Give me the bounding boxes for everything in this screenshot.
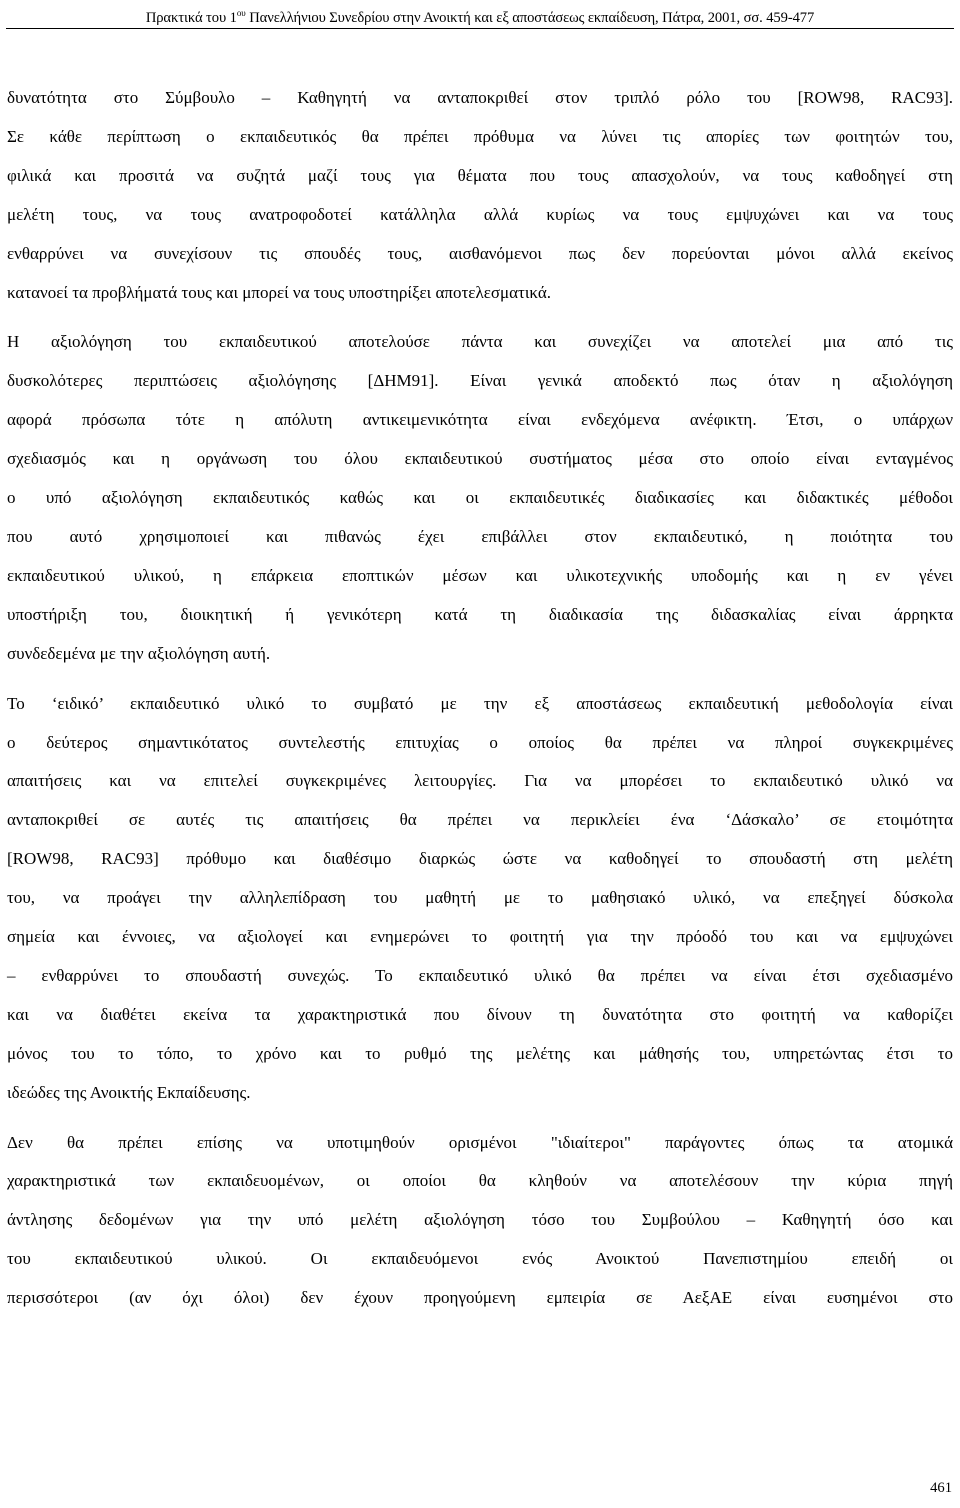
text-line: δυσκολότερες περιπτώσεις αξιολόγησης [ΔΗΜ91]. Είναι γενικά αποδεκτό πως όταν η αξιολόγηση xyxy=(7,371,953,391)
paragraph-4 xyxy=(7,1124,953,1319)
header-text-part2: Πανελλήνιου Συνεδρίου στην Ανοικτή και εξ αποστάσεως εκπαίδευση, Πάτρα, 2001, σσ. 459-477 xyxy=(245,9,815,26)
paragraph-2 xyxy=(7,323,953,673)
text-line: μόνος του το τόπο, το χρόνο και το ρυθμό της μελέτης και μάθησής του, υπηρετώντας έτσι το xyxy=(7,1043,953,1063)
text-line: μελέτη τους, να τους ανατροφοδοτεί κατάλληλα αλλά κυρίως να τους εμψυχώνει και να τους xyxy=(7,204,953,224)
text-line: περισσότεροι (αν όχι όλοι) δεν έχουν προηγούμενη εμπειρία σε ΑεξΑΕ είναι ευσημένοι στο xyxy=(7,1288,953,1308)
text-line: που αυτό χρησιμοποιεί και πιθανώς έχει επιβάλλει στον εκπαιδευτικό, η ποιότητα του xyxy=(7,526,953,546)
text-line: και να διαθέτει εκείνα τα χαρακτηριστικά που δίνουν τη δυνατότητα στο φοιτητή να καθορίζει xyxy=(7,1004,953,1024)
text-line: Δεν θα πρέπει επίσης να υποτιμηθούν ορισμένοι "ιδιαίτεροι" παράγοντες όπως τα ατομικά xyxy=(7,1132,953,1152)
text-line: απαιτήσεις και να επιτελεί συγκεκριμένες λειτουργίες. Για να μπορέσει το εκπαιδευτικό υλικό να xyxy=(7,771,953,791)
text-line: ιδεώδες της Ανοικτής Εκπαίδευσης. xyxy=(7,1082,251,1102)
text-line: χαρακτηριστικά των εκπαιδευομένων, οι οποίοι θα κληθούν να αποτελέσουν την κύρια πηγή xyxy=(7,1171,953,1191)
text-line: Το ‘ειδικό’ εκπαιδευτικό υλικό το συμβατό με την εξ αποστάσεως εκπαιδευτική μεθοδολογία είναι xyxy=(7,693,953,713)
text-line: δυνατότητα στο Σύμβουλο – Καθηγητή να ανταποκριθεί στον τριπλό ρόλο του [ROW98, RAC93]. xyxy=(7,88,953,107)
header-rule xyxy=(6,28,954,29)
text-line: Σε κάθε περίπτωση ο εκπαιδευτικός θα πρέπει πρόθυμα να λύνει τις απορίες των φοιτητών του, xyxy=(7,126,953,146)
text-line: άντλησης δεδομένων για την υπό μελέτη αξιολόγηση τόσο του Συμβούλου – Καθηγητή όσο και xyxy=(7,1210,953,1230)
page-body xyxy=(7,79,953,1318)
header-text-part1: Πρακτικά του 1 xyxy=(145,9,237,26)
text-line: υποστήριξη του, διοικητική ή γενικότερη κατά τη διαδικασία της διδασκαλίας είναι άρρηκτα xyxy=(7,604,953,624)
text-line: σχεδιασμός και η οργάνωση του όλου εκπαιδευτικού συστήματος μέσα στο οποίο είναι ενταγμένος xyxy=(7,449,953,469)
text-line: εκπαιδευτικού υλικού, η επάρκεια εποπτικών μέσων και υλικοτεχνικής υποδομής και η εν γένει xyxy=(7,565,953,585)
text-line: ο υπό αξιολόγηση εκπαιδευτικός καθώς και οι εκπαιδευτικές διαδικασίες και διδακτικές μέθοδοι xyxy=(7,488,953,508)
text-line: του, να προάγει την αλληλεπίδραση του μαθητή με το μαθησιακό υλικό, να επεξηγεί δύσκολα xyxy=(7,888,953,908)
text-line: φιλικά και προσιτά να συζητά μαζί τους για θέματα που τους απασχολούν, να τους καθοδηγεί στη xyxy=(7,165,953,185)
text-line: συνδεδεμένα με την αξιολόγηση αυτή. xyxy=(7,643,271,663)
text-line: Η αξιολόγηση του εκπαιδευτικού αποτελούσε πάντα και συνεχίζει να αποτελεί μια από τις xyxy=(7,332,953,352)
text-line: [ROW98, RAC93] πρόθυμο και διαθέσιμο διαρκώς ώστε να καθοδηγεί το σπουδαστή στη μελέτη xyxy=(7,849,953,869)
text-line: κατανοεί τα προβλήματά τους και μπορεί να τους υποστηρίξει αποτελεσματικά. xyxy=(7,282,551,302)
page-number: 461 xyxy=(930,1480,952,1496)
text-line: ενθαρρύνει να συνεχίσουν τις σπουδές τους, αισθανόμενοι πως δεν πορεύονται μόνοι αλλά εκείνος xyxy=(7,243,953,263)
text-line: σημεία και έννοιες, να αξιολογεί και ενημερώνει το φοιτητή για την πρόοδό του και να εμψυχώνει xyxy=(7,927,953,947)
paragraph-3 xyxy=(7,685,953,1113)
running-header xyxy=(0,5,960,27)
text-line: – ενθαρρύνει το σπουδαστή συνεχώς. Το εκπαιδευτικό υλικό θα πρέπει να είναι έτσι σχεδιασμένο xyxy=(7,965,953,985)
text-line: του εκπαιδευτικού υλικού. Οι εκπαιδευόμενοι ενός Ανοικτού Πανεπιστημίου επειδή οι xyxy=(7,1249,953,1269)
text-line: ανταποκριθεί σε αυτές τις απαιτήσεις θα πρέπει να περικλείει ένα ‘Δάσκαλο’ σε ετοιμότητα xyxy=(7,810,953,830)
paragraph-1 xyxy=(7,79,953,312)
text-line: αφορά πρόσωπα τότε η απόλυτη αντικειμενικότητα είναι ενδεχόμενα ανέφικτη. Έτσι, ο υπάρχων xyxy=(7,410,953,430)
header-superscript: ου xyxy=(236,8,246,18)
text-line: ο δεύτερος σημαντικότατος συντελεστής επιτυχίας ο οποίος θα πρέπει να πληροί συγκεκριμένες xyxy=(7,732,953,752)
